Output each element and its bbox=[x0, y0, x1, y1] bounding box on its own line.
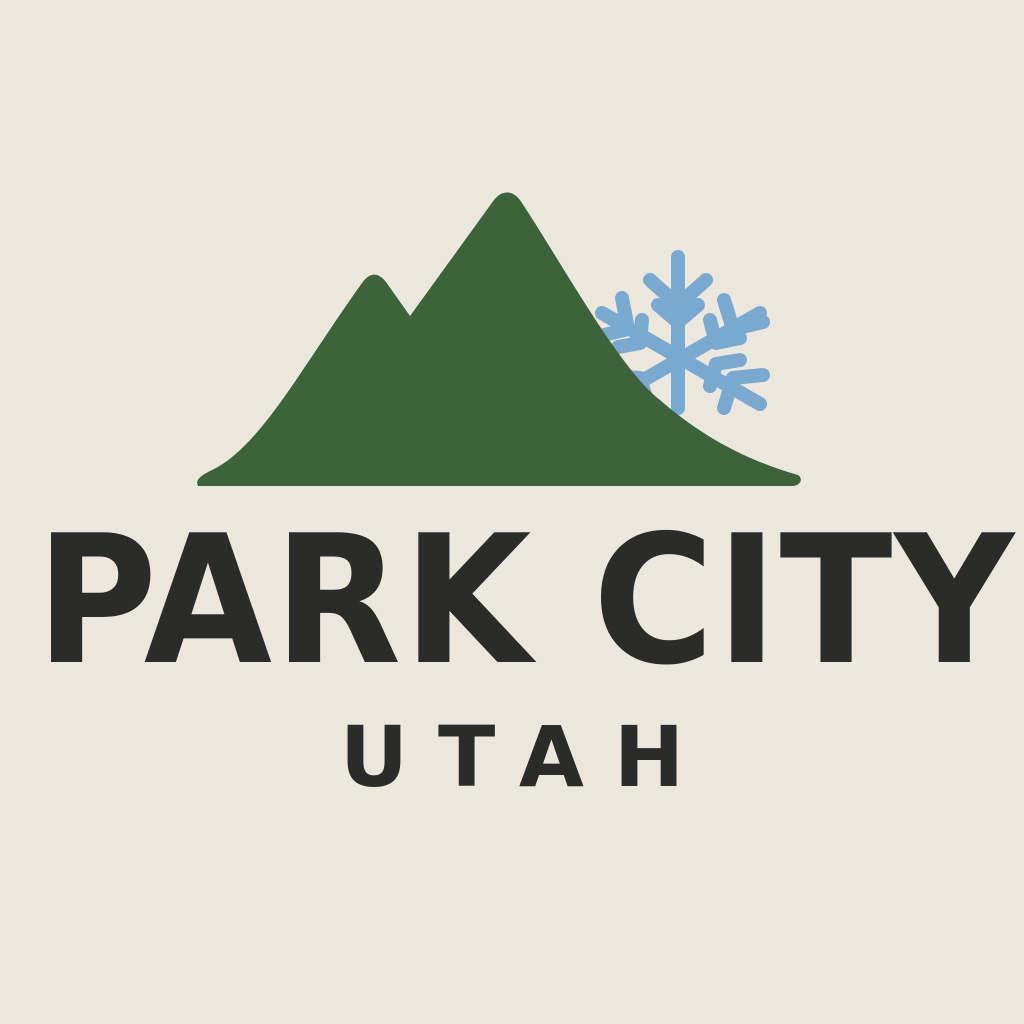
logo-subtitle: UTAH bbox=[339, 708, 715, 806]
logo-title: PARK CITY bbox=[35, 497, 1017, 704]
